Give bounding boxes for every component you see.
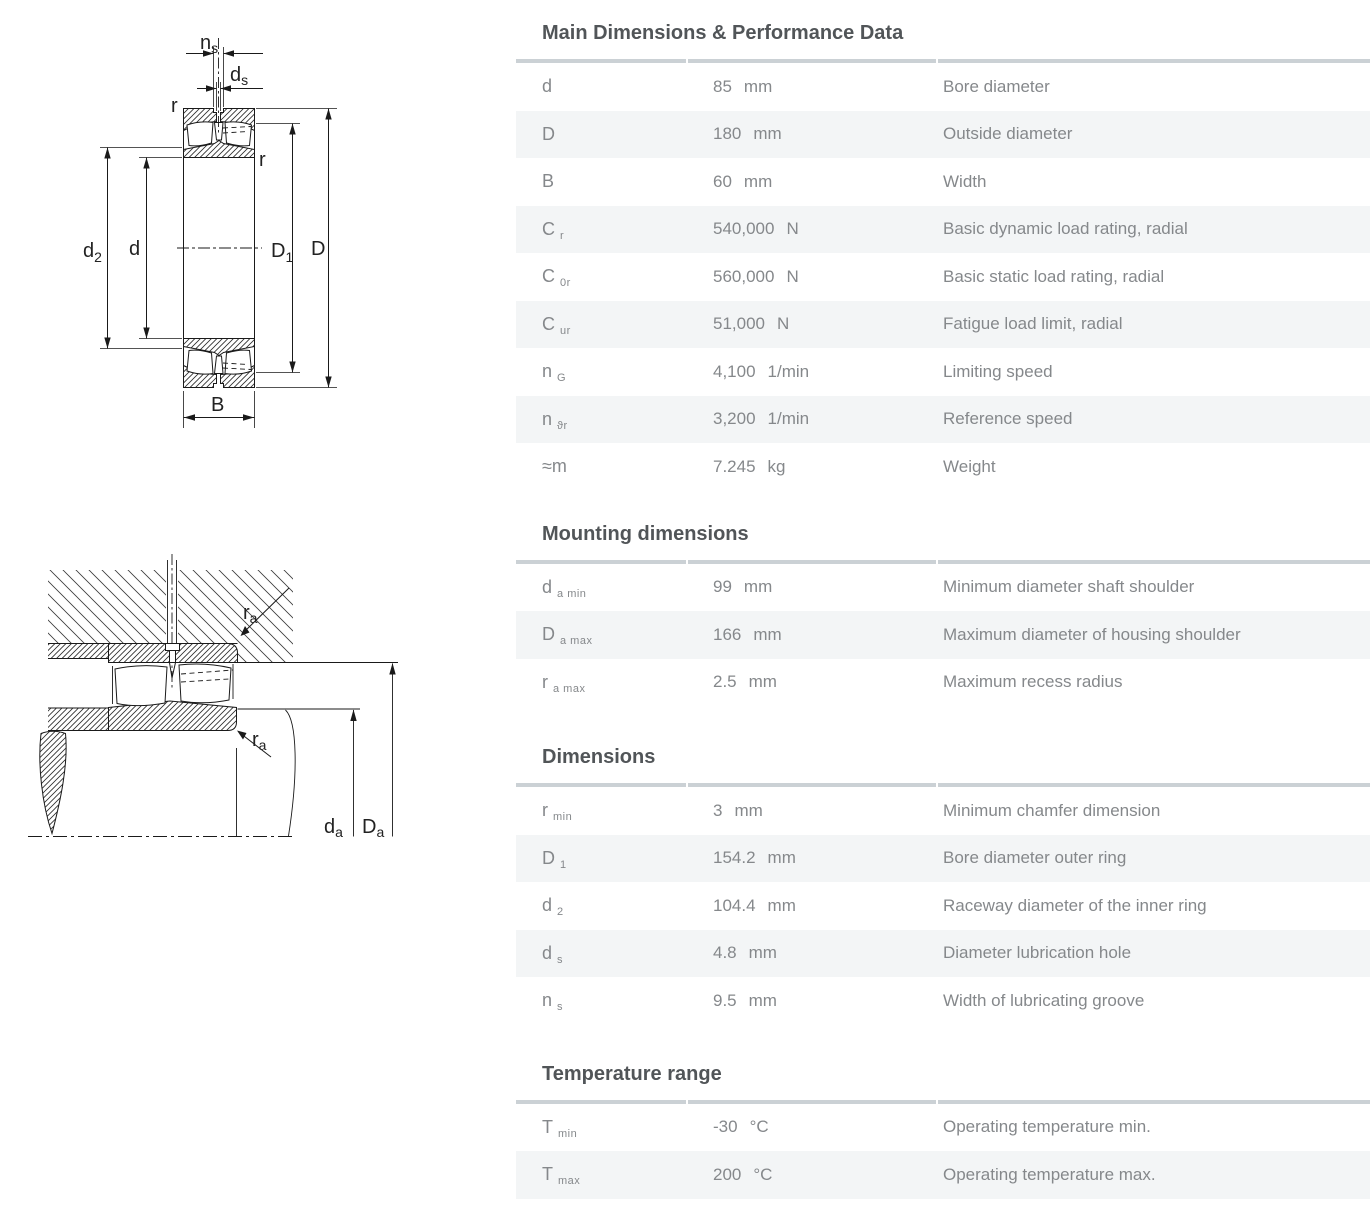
label-D: D bbox=[311, 238, 326, 260]
table-row bbox=[516, 977, 1370, 1025]
unit: °C bbox=[753, 1164, 773, 1184]
bearing-cross-section-drawing bbox=[83, 32, 337, 428]
section-2 bbox=[516, 523, 1370, 707]
label-Da: $D_a$ bbox=[362, 816, 385, 840]
dimension-d2 bbox=[104, 148, 110, 349]
description-cell: Operating temperature min. bbox=[943, 1117, 1151, 1137]
symbol-base: D bbox=[542, 624, 555, 645]
table-row bbox=[516, 835, 1370, 883]
shaft-section bbox=[48, 708, 108, 731]
value-cell bbox=[688, 409, 938, 429]
table-row bbox=[516, 1104, 1370, 1152]
roller-mounted-left bbox=[115, 666, 167, 706]
table-row bbox=[516, 348, 1370, 396]
symbol-subscript: max bbox=[558, 1175, 581, 1188]
value: 7.245 bbox=[713, 456, 756, 476]
value: 3,200 bbox=[713, 409, 756, 429]
table-header-rule bbox=[516, 560, 1370, 564]
unit: mm bbox=[743, 76, 773, 96]
unit: mm bbox=[767, 895, 796, 915]
symbol-subscript: a min bbox=[557, 587, 587, 600]
unit: 1/min bbox=[767, 409, 810, 429]
label-d: d bbox=[129, 238, 141, 260]
description-cell: Limiting speed bbox=[943, 361, 1053, 381]
symbol-cell bbox=[516, 219, 688, 240]
symbol-cell bbox=[516, 456, 688, 477]
section-1 bbox=[516, 22, 1370, 491]
table-row bbox=[516, 111, 1370, 159]
value-cell bbox=[688, 1117, 938, 1137]
value: 540,000 bbox=[713, 219, 775, 239]
symbol-subscript: s bbox=[557, 1001, 564, 1014]
value: 4,100 bbox=[713, 361, 756, 381]
symbol-cell bbox=[516, 266, 688, 290]
description-cell: Minimum chamfer dimension bbox=[943, 800, 1161, 820]
value-cell bbox=[688, 848, 938, 868]
value: 4.8 bbox=[713, 943, 737, 963]
symbol-cell bbox=[516, 624, 688, 648]
label-ds: $d_s$ bbox=[230, 64, 249, 88]
value-cell bbox=[688, 172, 938, 192]
value: 154.2 bbox=[713, 848, 756, 868]
symbol-base: D bbox=[542, 847, 555, 868]
description-cell: Fatigue load limit, radial bbox=[943, 314, 1123, 334]
table-row bbox=[516, 611, 1370, 659]
description-cell: Operating temperature max. bbox=[943, 1164, 1156, 1184]
symbol-base: r bbox=[542, 800, 548, 821]
symbol-base: r bbox=[542, 671, 548, 692]
unit: 1/min bbox=[767, 361, 810, 381]
symbol-base: ≈m bbox=[542, 456, 567, 477]
value-cell bbox=[688, 625, 938, 645]
symbol-base: T bbox=[542, 1116, 553, 1137]
symbol-subscript: 1 bbox=[560, 858, 567, 871]
table-row bbox=[516, 63, 1370, 111]
spec-tables bbox=[516, 0, 1370, 1199]
value-cell bbox=[688, 1165, 938, 1185]
value-cell bbox=[688, 457, 938, 477]
value: 85 bbox=[713, 76, 732, 96]
symbol-subscript: 2 bbox=[557, 906, 564, 919]
dimension-ns bbox=[186, 50, 263, 56]
symbol-base: n bbox=[542, 361, 553, 382]
symbol-cell bbox=[516, 943, 688, 964]
symbol-base: n bbox=[542, 408, 553, 429]
value: 3 bbox=[713, 800, 723, 820]
description-cell: Reference speed bbox=[943, 409, 1073, 429]
symbol-cell bbox=[516, 848, 688, 869]
symbol-subscript: a max bbox=[560, 635, 593, 648]
table-row bbox=[516, 443, 1370, 491]
unit: N bbox=[777, 314, 790, 334]
symbol-subscript: 0r bbox=[560, 277, 571, 290]
unit: mm bbox=[743, 171, 773, 191]
symbol-cell bbox=[516, 895, 688, 919]
unit: mm bbox=[734, 800, 763, 820]
roller-top-right bbox=[225, 122, 252, 146]
bearing-drawings-svg bbox=[0, 0, 460, 1214]
description-cell: Basic dynamic load rating, radial bbox=[943, 219, 1188, 239]
label-d2: $d_2$ bbox=[83, 240, 102, 265]
unit: mm bbox=[767, 848, 796, 868]
symbol-cell bbox=[516, 672, 688, 693]
value: 180 bbox=[713, 124, 742, 144]
roller-mounted-right bbox=[179, 664, 231, 703]
table-header-rule bbox=[516, 1100, 1370, 1104]
symbol-base: B bbox=[542, 171, 555, 192]
symbol-subscript: a max bbox=[553, 682, 586, 695]
section-3 bbox=[516, 746, 1370, 1025]
description-cell: Width bbox=[943, 171, 987, 191]
dimension-D bbox=[325, 109, 331, 388]
symbol-cell bbox=[516, 124, 688, 145]
section-4 bbox=[516, 1063, 1370, 1199]
value: 560,000 bbox=[713, 266, 775, 286]
description-cell: Outside diameter bbox=[943, 124, 1073, 144]
table-row bbox=[516, 253, 1370, 301]
table-row bbox=[516, 787, 1370, 835]
description-cell: Maximum recess radius bbox=[943, 672, 1123, 692]
symbol-cell bbox=[516, 1164, 688, 1188]
value: 2.5 bbox=[713, 672, 737, 692]
table-row bbox=[516, 396, 1370, 444]
unit: °C bbox=[749, 1117, 769, 1137]
symbol-cell bbox=[516, 1117, 688, 1138]
symbol-cell bbox=[516, 577, 688, 598]
table-row bbox=[516, 206, 1370, 254]
description-cell: Maximum diameter of housing shoulder bbox=[943, 624, 1241, 644]
table-row bbox=[516, 882, 1370, 930]
roller-top-left bbox=[187, 122, 213, 146]
symbol-base: d bbox=[542, 576, 553, 597]
table-header-rule bbox=[516, 59, 1370, 63]
section-title: Mounting dimensions bbox=[542, 522, 749, 545]
mounting-drawing bbox=[28, 554, 398, 840]
symbol-cell bbox=[516, 990, 688, 1014]
description-cell: Weight bbox=[943, 456, 996, 476]
value: 99 bbox=[713, 577, 732, 597]
value: 51,000 bbox=[713, 314, 765, 334]
unit: mm bbox=[748, 672, 777, 692]
housing-shoulder bbox=[48, 644, 108, 659]
symbol-subscript: r bbox=[560, 229, 565, 242]
value: 166 bbox=[713, 624, 742, 644]
value: 104.4 bbox=[713, 895, 756, 915]
symbol-base: C bbox=[542, 266, 555, 287]
section-title: Temperature range bbox=[542, 1062, 722, 1085]
label-ns: $n_s$ bbox=[200, 32, 219, 56]
description-cell: Bore diameter bbox=[943, 76, 1050, 96]
symbol-base: d bbox=[542, 895, 553, 916]
symbol-cell bbox=[516, 76, 688, 97]
symbol-subscript: min bbox=[553, 811, 573, 824]
symbol-base: n bbox=[542, 990, 553, 1011]
roller-bottom-left bbox=[187, 350, 213, 374]
value-cell bbox=[688, 943, 938, 963]
symbol-cell bbox=[516, 800, 688, 824]
value-cell bbox=[688, 801, 938, 821]
symbol-cell bbox=[516, 171, 688, 192]
unit: mm bbox=[748, 943, 777, 963]
value-cell bbox=[688, 577, 938, 597]
unit: N bbox=[786, 219, 799, 239]
value-cell bbox=[688, 267, 938, 287]
unit: mm bbox=[743, 577, 773, 597]
table-row bbox=[516, 1151, 1370, 1199]
value-cell bbox=[688, 896, 938, 916]
label-r-top: r bbox=[171, 95, 178, 117]
value-cell bbox=[688, 219, 938, 239]
dimension-Da bbox=[389, 663, 395, 837]
label-B: B bbox=[211, 394, 225, 416]
symbol-subscript: min bbox=[558, 1127, 578, 1140]
symbol-cell bbox=[516, 361, 688, 385]
symbol-base: T bbox=[542, 1164, 553, 1185]
shaft-shoulder-fillet bbox=[40, 731, 66, 833]
table-header-rule bbox=[516, 783, 1370, 787]
technical-drawings bbox=[0, 0, 460, 1214]
section-title: Main Dimensions & Performance Data bbox=[542, 22, 904, 44]
value: 200 bbox=[713, 1164, 742, 1184]
description-cell: Width of lubricating groove bbox=[943, 990, 1145, 1010]
dimension-d bbox=[143, 158, 149, 339]
value: 60 bbox=[713, 171, 732, 191]
roller-bottom-right bbox=[225, 350, 252, 374]
dimension-ds bbox=[197, 85, 263, 91]
dimension-da bbox=[350, 710, 356, 837]
symbol-base: d bbox=[542, 942, 553, 963]
label-ra-top: $r_a$ bbox=[243, 602, 258, 626]
unit: kg bbox=[767, 456, 786, 476]
label-da: $d_a$ bbox=[324, 816, 343, 840]
table-row bbox=[516, 158, 1370, 206]
value: 9.5 bbox=[713, 990, 737, 1010]
unit: mm bbox=[748, 990, 777, 1010]
description-cell: Bore diameter outer ring bbox=[943, 848, 1127, 868]
unit: mm bbox=[753, 624, 782, 644]
description-cell: Raceway diameter of the inner ring bbox=[943, 895, 1207, 915]
label-r-right: r bbox=[259, 149, 266, 171]
symbol-subscript: ϑr bbox=[557, 419, 568, 432]
value-cell bbox=[688, 124, 938, 144]
symbol-subscript: G bbox=[557, 372, 567, 385]
value: -30 bbox=[713, 1117, 738, 1137]
description-cell: Basic static load rating, radial bbox=[943, 266, 1165, 286]
symbol-base: d bbox=[542, 76, 553, 97]
symbol-subscript: ur bbox=[560, 324, 571, 337]
description-cell: Minimum diameter shaft shoulder bbox=[943, 577, 1195, 597]
value-cell bbox=[688, 991, 938, 1011]
value-cell bbox=[688, 314, 938, 334]
unit: N bbox=[786, 266, 799, 286]
unit: mm bbox=[753, 124, 782, 144]
value-cell bbox=[688, 672, 938, 692]
description-cell: Diameter lubrication hole bbox=[943, 943, 1132, 963]
table-row bbox=[516, 301, 1370, 349]
symbol-subscript: s bbox=[557, 953, 564, 966]
value-cell bbox=[688, 362, 938, 382]
table-row bbox=[516, 564, 1370, 612]
table-row bbox=[516, 659, 1370, 707]
symbol-cell bbox=[516, 314, 688, 335]
section-title: Dimensions bbox=[542, 746, 656, 768]
guide-flange-bottom bbox=[215, 356, 224, 374]
symbol-base: C bbox=[542, 218, 555, 239]
dimension-D1 bbox=[289, 124, 295, 373]
label-ra-bottom: $r_a$ bbox=[252, 729, 267, 753]
table-row bbox=[516, 930, 1370, 978]
label-D1: $D_1$ bbox=[271, 240, 294, 265]
symbol-base: D bbox=[542, 123, 555, 144]
symbol-base: C bbox=[542, 313, 555, 334]
symbol-cell bbox=[516, 409, 688, 430]
housing-contour-curve bbox=[286, 710, 296, 836]
value-cell bbox=[688, 77, 938, 97]
